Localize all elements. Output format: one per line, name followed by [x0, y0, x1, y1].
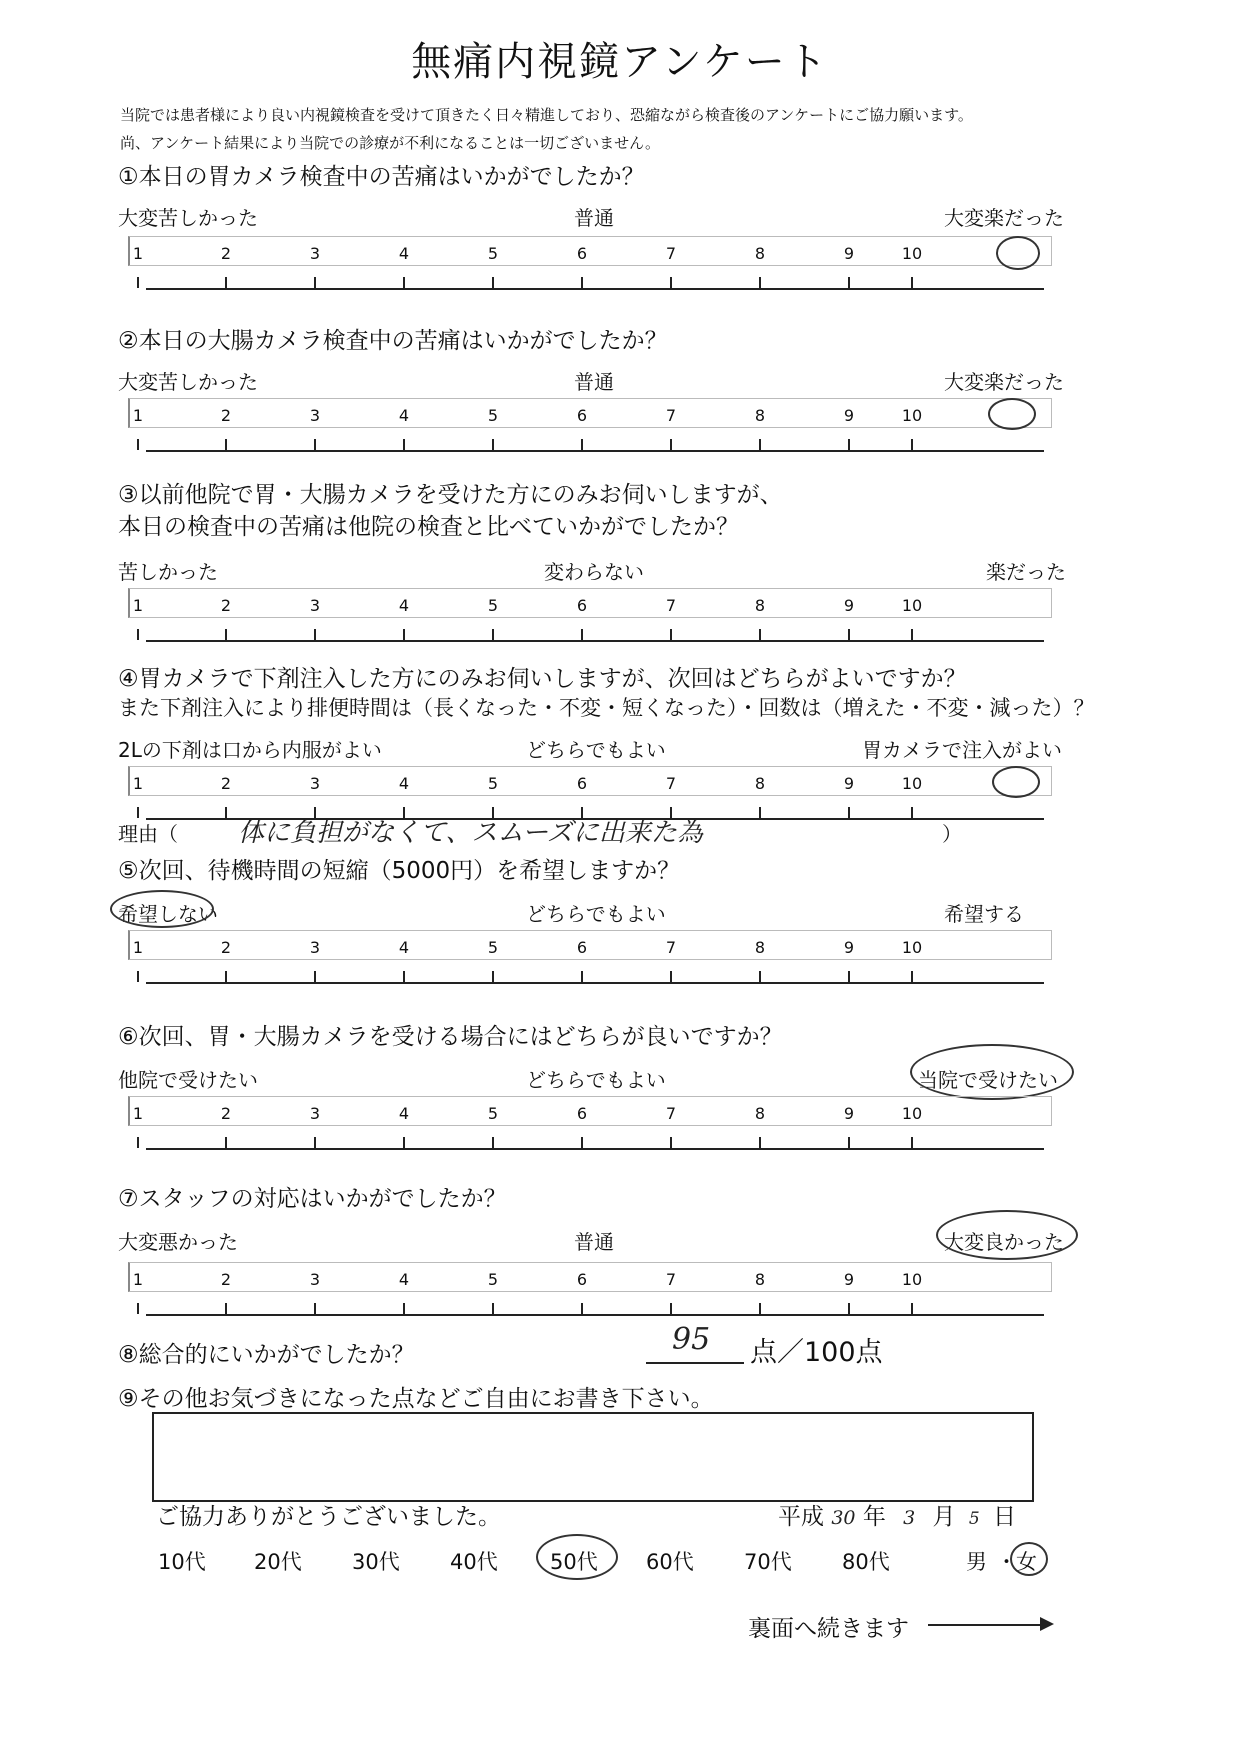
- scale-number-9[interactable]: 9: [843, 406, 855, 425]
- q3-mid-label: 変わらない: [544, 560, 644, 584]
- continue-text: 裏面へ続きます: [748, 1616, 909, 1642]
- scale-tick: [911, 1303, 913, 1314]
- scale-number-5[interactable]: 5: [487, 406, 499, 425]
- scale-number-6[interactable]: 6: [576, 406, 588, 425]
- scale-tick: [848, 1137, 850, 1148]
- scale-tick: [403, 1303, 405, 1314]
- scale-axis: [146, 982, 1044, 984]
- scale-number-10[interactable]: 10: [901, 406, 923, 425]
- thanks-text: ご協力ありがとうございました。: [156, 1504, 501, 1530]
- scale-number-10[interactable]: 10: [901, 774, 923, 793]
- scale-tick: [492, 971, 494, 982]
- scale-tick: [759, 971, 761, 982]
- scale-tick: [225, 439, 227, 450]
- scale-tick: [137, 277, 139, 288]
- date-day[interactable]: 5: [968, 1509, 980, 1529]
- scale-tick: [225, 807, 227, 818]
- q2-left-label: 大変苦しかった: [118, 370, 258, 394]
- question-2: ②本日の大腸カメラ検査中の苦痛はいかがでしたか？: [118, 328, 668, 354]
- scale-tick: [670, 629, 672, 640]
- scale-number-9[interactable]: 9: [843, 938, 855, 957]
- age-30s[interactable]: 30代: [352, 1550, 400, 1574]
- scale-number-3[interactable]: 3: [309, 1270, 321, 1289]
- scale-tick: [137, 629, 139, 640]
- scale-tick: [670, 1303, 672, 1314]
- scale-number-3[interactable]: 3: [309, 1104, 321, 1123]
- scale-tick: [225, 971, 227, 982]
- age-10s[interactable]: 10代: [158, 1550, 206, 1574]
- scale-number-7[interactable]: 7: [665, 1104, 677, 1123]
- scale-number-8[interactable]: 8: [754, 774, 766, 793]
- scale-number-6[interactable]: 6: [576, 938, 588, 957]
- scale-number-5[interactable]: 5: [487, 244, 499, 263]
- scale-number-2[interactable]: 2: [220, 774, 232, 793]
- scale-axis: [146, 1148, 1044, 1150]
- scale-number-4[interactable]: 4: [398, 244, 410, 263]
- scale-tick: [848, 807, 850, 818]
- scale-number-5[interactable]: 5: [487, 1270, 499, 1289]
- scale-number-10[interactable]: 10: [901, 244, 923, 263]
- scale-number-2[interactable]: 2: [220, 938, 232, 957]
- scale-tick: [314, 1303, 316, 1314]
- scale-tick: [403, 277, 405, 288]
- scale-number-4[interactable]: 4: [398, 406, 410, 425]
- question-4-line-2: また下剤注入により排便時間は（長くなった・不変・短くなった）・回数は（増えた・不変・減った）？: [118, 696, 1095, 720]
- question-6: ⑥次回、胃・大腸カメラを受ける場合にはどちらが良いですか？: [118, 1024, 783, 1050]
- scale-number-7[interactable]: 7: [665, 774, 677, 793]
- question-8: ⑧総合的にいかがでしたか？: [118, 1342, 415, 1368]
- age-50s[interactable]: 50代: [550, 1550, 598, 1574]
- scale-number-7[interactable]: 7: [665, 1270, 677, 1289]
- scale-tick: [911, 629, 913, 640]
- scale-number-1[interactable]: 1: [132, 596, 144, 615]
- scale-number-10[interactable]: 10: [901, 596, 923, 615]
- scale-tick: [225, 1303, 227, 1314]
- q6-scale[interactable]: [128, 1096, 1052, 1152]
- question-3-line-2: 本日の検査中の苦痛は他院の検査と比べていかがでしたか？: [118, 514, 739, 540]
- scale-tick: [911, 1137, 913, 1148]
- scale-tick: [759, 439, 761, 450]
- scale-tick: [403, 971, 405, 982]
- scale-tick: [225, 1137, 227, 1148]
- arrow-right-icon: [1040, 1617, 1054, 1631]
- q5-left-label: 希望しない: [118, 902, 218, 926]
- scale-number-2[interactable]: 2: [220, 244, 232, 263]
- q7-answer-circle: [936, 1210, 1078, 1260]
- scale-tick: [581, 1137, 583, 1148]
- scale-number-8[interactable]: 8: [754, 1104, 766, 1123]
- scale-tick: [848, 1303, 850, 1314]
- scale-number-10[interactable]: 10: [901, 938, 923, 957]
- scale-tick: [670, 439, 672, 450]
- scale-number-6[interactable]: 6: [576, 596, 588, 615]
- q5-answer-circle: [110, 890, 214, 928]
- intro-line-1: 当院では患者様により良い内視鏡検査を受けて頂きたく日々精進しており、恐縮ながら検査後のアンケートにご協力願います。: [120, 106, 973, 124]
- scale-tick: [581, 629, 583, 640]
- scale-axis: [146, 1314, 1044, 1316]
- scale-number-6[interactable]: 6: [576, 1270, 588, 1289]
- q3-right-label: 楽だった: [986, 560, 1066, 584]
- scale-number-1[interactable]: 1: [132, 774, 144, 793]
- q4-right-label: 胃カメラで注入がよい: [862, 738, 1062, 762]
- scale-tick: [581, 277, 583, 288]
- scale-tick: [492, 629, 494, 640]
- scale-tick: [137, 807, 139, 818]
- scale-tick: [670, 277, 672, 288]
- scale-tick: [137, 1303, 139, 1314]
- scale-number-1[interactable]: 1: [132, 406, 144, 425]
- scale-number-5[interactable]: 5: [487, 1104, 499, 1123]
- scale-tick: [848, 629, 850, 640]
- q7-mid-label: 普通: [574, 1230, 614, 1254]
- scale-number-7[interactable]: 7: [665, 244, 677, 263]
- age-selected-circle: [536, 1534, 618, 1580]
- reason-handwritten[interactable]: 体に負担がなくて、スムーズに出来た為: [238, 818, 703, 848]
- scale-tick: [759, 807, 761, 818]
- q3-left-label: 苦しかった: [118, 560, 218, 584]
- scale-tick: [403, 629, 405, 640]
- scale-tick: [492, 1137, 494, 1148]
- date-year-unit: 年: [862, 1504, 886, 1530]
- scale-tick: [581, 971, 583, 982]
- age-60s[interactable]: 60代: [646, 1550, 694, 1574]
- q7-right-label: 大変良かった: [944, 1230, 1064, 1254]
- age-80s[interactable]: 80代: [842, 1550, 890, 1574]
- scale-number-9[interactable]: 9: [843, 244, 855, 263]
- q3-scale[interactable]: [128, 588, 1052, 644]
- scale-number-9[interactable]: 9: [843, 774, 855, 793]
- question-3: ③以前他院で胃・大腸カメラを受けた方にのみお伺いしますが、: [118, 482, 783, 508]
- scale-tick: [759, 1137, 761, 1148]
- scale-tick: [492, 277, 494, 288]
- q2-mid-label: 普通: [574, 370, 614, 394]
- scale-number-3[interactable]: 3: [309, 774, 321, 793]
- scale-number-4[interactable]: 4: [398, 596, 410, 615]
- scale-number-5[interactable]: 5: [487, 938, 499, 957]
- age-20s[interactable]: 20代: [254, 1550, 302, 1574]
- question-5: ⑤次回、待機時間の短縮（5000円）を希望しますか？: [118, 858, 681, 884]
- scale-tick: [314, 629, 316, 640]
- question-1: ①本日の胃カメラ検査中の苦痛はいかがでしたか？: [118, 164, 645, 190]
- scale-number-1[interactable]: 1: [132, 1270, 144, 1289]
- scale-number-9[interactable]: 9: [843, 1270, 855, 1289]
- scale-number-1[interactable]: 1: [132, 938, 144, 957]
- q6-right-label: 当院で受けたい: [918, 1068, 1058, 1092]
- q1-mid-label: 普通: [574, 206, 614, 230]
- q6-answer-circle: [910, 1044, 1074, 1100]
- age-70s[interactable]: 70代: [744, 1550, 792, 1574]
- scale-tick: [314, 277, 316, 288]
- continue-arrow-line: [928, 1624, 1048, 1626]
- q2-right-label: 大変楽だった: [944, 370, 1064, 394]
- question-7: ⑦スタッフの対応はいかがでしたか？: [118, 1186, 507, 1212]
- scale-number-3[interactable]: 3: [309, 406, 321, 425]
- question-4: ④胃カメラで下剤注入した方にのみお伺いしますが、次回はどちらがよいですか？: [118, 666, 967, 692]
- q4-mid-label: どちらでもよい: [526, 738, 666, 762]
- scale-number-2[interactable]: 2: [220, 1104, 232, 1123]
- q1-scale[interactable]: [128, 236, 1052, 292]
- scale-tick: [137, 1137, 139, 1148]
- scale-number-8[interactable]: 8: [754, 1270, 766, 1289]
- q5-right-label: 希望する: [944, 902, 1024, 926]
- q8-score[interactable]: 95: [672, 1322, 711, 1357]
- intro-line-2: 尚、アンケート結果により当院での診療が不利になることは一切ございません。: [120, 134, 661, 152]
- scale-number-5[interactable]: 5: [487, 596, 499, 615]
- scale-number-3[interactable]: 3: [309, 938, 321, 957]
- date-month[interactable]: 3: [903, 1507, 916, 1529]
- scale-tick: [911, 439, 913, 450]
- scale-tick: [403, 439, 405, 450]
- scale-tick: [848, 439, 850, 450]
- q8-suffix: 点／100点: [750, 1337, 883, 1368]
- scale-tick: [759, 277, 761, 288]
- scale-number-2[interactable]: 2: [220, 1270, 232, 1289]
- scale-tick: [670, 971, 672, 982]
- scale-number-5[interactable]: 5: [487, 774, 499, 793]
- q7-left-label: 大変悪かった: [118, 1230, 238, 1254]
- scale-number-6[interactable]: 6: [576, 774, 588, 793]
- gender-separator: ・: [996, 1550, 1017, 1574]
- age-40s[interactable]: 40代: [450, 1550, 498, 1574]
- scale-number-4[interactable]: 4: [398, 1270, 410, 1289]
- page-title: 無痛内視鏡アンケート: [411, 39, 829, 85]
- scale-axis: [146, 288, 1044, 290]
- scale-number-2[interactable]: 2: [220, 596, 232, 615]
- scale-number-10[interactable]: 10: [901, 1270, 923, 1289]
- q2-scale[interactable]: [128, 398, 1052, 454]
- scale-tick: [137, 971, 139, 982]
- q8-score-underline: [646, 1362, 744, 1364]
- scale-tick: [225, 277, 227, 288]
- scale-number-2[interactable]: 2: [220, 406, 232, 425]
- q5-mid-label: どちらでもよい: [526, 902, 666, 926]
- scale-tick: [911, 277, 913, 288]
- scale-number-9[interactable]: 9: [843, 596, 855, 615]
- scale-number-1[interactable]: 1: [132, 244, 144, 263]
- scale-tick: [314, 1137, 316, 1148]
- date-year[interactable]: 30: [831, 1507, 856, 1529]
- scale-tick: [911, 971, 913, 982]
- comment-box[interactable]: [152, 1412, 1034, 1502]
- scale-number-6[interactable]: 6: [576, 1104, 588, 1123]
- q7-scale[interactable]: [128, 1262, 1052, 1318]
- date-field: [778, 1498, 1016, 1531]
- scale-number-1[interactable]: 1: [132, 1104, 144, 1123]
- reason-label: 理由（: [118, 822, 178, 846]
- scale-number-8[interactable]: 8: [754, 596, 766, 615]
- date-month-unit: 月: [932, 1504, 956, 1530]
- scale-number-7[interactable]: 7: [665, 938, 677, 957]
- q6-left-label: 他院で受けたい: [118, 1068, 258, 1092]
- scale-number-9[interactable]: 9: [843, 1104, 855, 1123]
- q5-scale[interactable]: [128, 930, 1052, 986]
- date-day-unit: 日: [992, 1504, 1016, 1530]
- scale-tick: [225, 629, 227, 640]
- scale-tick: [137, 439, 139, 450]
- scale-number-3[interactable]: 3: [309, 244, 321, 263]
- scale-number-8[interactable]: 8: [754, 406, 766, 425]
- q4-left-label: 2Lの下剤は口から内服がよい: [118, 738, 382, 762]
- scale-number-8[interactable]: 8: [754, 244, 766, 263]
- question-9: ⑨その他お気づきになった点などご自由にお書き下さい。: [118, 1386, 714, 1412]
- q2-answer-circle: [988, 398, 1036, 430]
- scale-axis: [146, 640, 1044, 642]
- scale-tick: [581, 439, 583, 450]
- scale-number-4[interactable]: 4: [398, 1104, 410, 1123]
- scale-tick: [492, 1303, 494, 1314]
- scale-tick: [759, 629, 761, 640]
- q1-right-label: 大変楽だった: [944, 206, 1064, 230]
- date-era: 平成: [778, 1504, 824, 1530]
- scale-tick: [314, 439, 316, 450]
- q6-mid-label: どちらでもよい: [526, 1068, 666, 1092]
- scale-tick: [848, 971, 850, 982]
- scale-tick: [759, 1303, 761, 1314]
- q4-answer-circle: [992, 766, 1040, 798]
- scale-axis: [146, 450, 1044, 452]
- scale-number-7[interactable]: 7: [665, 596, 677, 615]
- scale-tick: [314, 971, 316, 982]
- scale-tick: [848, 277, 850, 288]
- scale-number-4[interactable]: 4: [398, 938, 410, 957]
- scale-tick: [911, 807, 913, 818]
- scale-tick: [403, 1137, 405, 1148]
- scale-number-8[interactable]: 8: [754, 938, 766, 957]
- gender-female[interactable]: 女: [1016, 1550, 1037, 1574]
- gender-selected-circle: [1010, 1542, 1048, 1576]
- scale-tick: [581, 1303, 583, 1314]
- scale-number-10[interactable]: 10: [901, 1104, 923, 1123]
- scale-number-3[interactable]: 3: [309, 596, 321, 615]
- q1-answer-circle: [996, 236, 1040, 270]
- gender-male[interactable]: 男: [966, 1550, 987, 1574]
- scale-tick: [492, 439, 494, 450]
- scale-number-6[interactable]: 6: [576, 244, 588, 263]
- q1-left-label: 大変苦しかった: [118, 206, 258, 230]
- scale-tick: [670, 1137, 672, 1148]
- reason-close: ）: [942, 822, 962, 846]
- scale-number-7[interactable]: 7: [665, 406, 677, 425]
- scale-number-4[interactable]: 4: [398, 774, 410, 793]
